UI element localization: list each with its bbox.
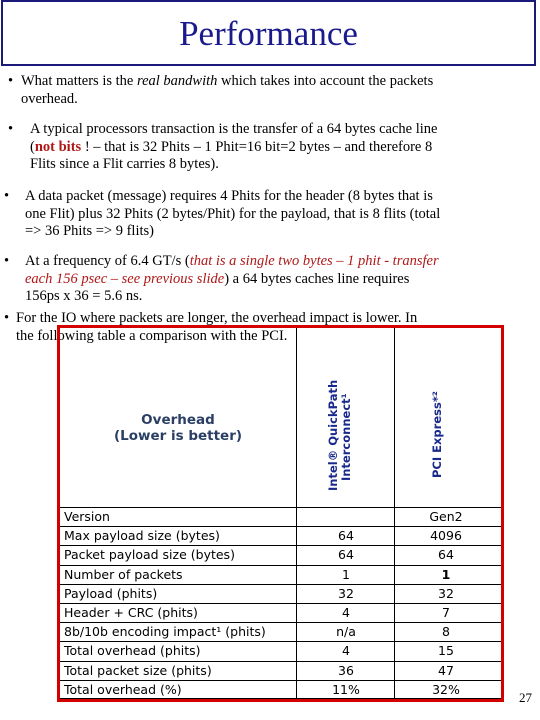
table-row <box>60 545 501 564</box>
header-title-line: Overhead <box>141 412 215 428</box>
column-divider <box>394 681 395 698</box>
bullet-red-italic: each 156 psec – see previous slide <box>25 270 225 287</box>
row-label: 8b/10b encoding impact¹ (phits) <box>64 624 266 640</box>
table-body <box>60 507 501 699</box>
bullet-data-packet <box>4 188 534 241</box>
column-divider <box>394 566 395 584</box>
column-divider <box>296 585 297 603</box>
qpi-value: 36 <box>338 662 354 678</box>
qpi-header-line: Interconnect¹ <box>339 393 353 481</box>
bullet-dot: • <box>4 253 10 269</box>
column-divider <box>296 662 297 680</box>
qpi-value: 1 <box>342 566 350 582</box>
table-row <box>60 661 501 680</box>
row-label: Header + CRC (phits) <box>64 604 198 620</box>
bullet-text: overhead. <box>21 90 78 107</box>
title-banner <box>1 0 536 66</box>
table-header <box>60 328 501 507</box>
table-row <box>60 565 501 584</box>
pcie-value: 47 <box>438 662 454 678</box>
pcie-value: 8 <box>442 624 450 640</box>
bullet-text: A typical processors transaction is the transfer of a 64 bytes cache line <box>30 121 438 137</box>
row-label: Version <box>64 509 110 524</box>
table-header-title-cell <box>60 328 296 507</box>
column-divider <box>296 642 297 660</box>
column-divider <box>394 546 395 564</box>
column-divider <box>394 508 395 526</box>
pcie-value: 32% <box>432 681 460 697</box>
qpi-value: 11% <box>332 681 360 697</box>
pcie-header-text: PCI Express*² <box>430 391 444 478</box>
header-divider <box>296 328 297 507</box>
row-label: Total packet size (phits) <box>64 662 212 678</box>
row-label: Packet payload size (bytes) <box>64 547 235 563</box>
bullet-text: => 36 Phits => 9 flits) <box>25 223 154 239</box>
bullet-dot: • <box>4 310 10 326</box>
column-divider <box>394 604 395 622</box>
overhead-comparison-table <box>57 325 504 702</box>
bullet-text: What matters is the <box>21 73 137 89</box>
qpi-value: 4 <box>342 604 350 620</box>
pcie-column-header <box>431 391 444 478</box>
pcie-value: 1 <box>441 566 451 582</box>
bullet-text: one Flit) plus 32 Phits (2 bytes/Phit) for the payload, that is 8 flits (total <box>25 205 441 222</box>
column-divider <box>296 527 297 545</box>
table-row <box>60 584 501 603</box>
qpi-value: 32 <box>338 585 354 601</box>
table-row <box>60 641 501 660</box>
bullet-red-emphasis: not bits <box>34 138 82 155</box>
bullet-italic-term: real bandwith <box>136 73 218 89</box>
qpi-value: n/a <box>336 624 356 640</box>
column-divider <box>296 681 297 698</box>
header-subtitle-line: (Lower is better) <box>113 428 243 444</box>
bullet-dot: • <box>8 73 14 89</box>
pcie-value: 4096 <box>430 528 462 544</box>
bullet-red-italic: that is a single two bytes – 1 phit - transfer <box>189 253 439 269</box>
bullet-text: ) a 64 bytes caches line requires <box>224 270 410 287</box>
bullet-text: the following table a comparison with the PCI. <box>16 327 288 344</box>
table-row <box>60 680 501 699</box>
bullet-text: ! – that is 32 Phits – 1 Phit=16 bit=2 bytes – and therefore 8 <box>81 138 433 155</box>
column-divider <box>296 604 297 622</box>
bullet-text: which takes into account the packets <box>217 73 434 89</box>
slide-title: Performance <box>179 14 358 53</box>
table-row <box>60 526 501 545</box>
pcie-value: 64 <box>438 547 454 563</box>
table-row <box>60 622 501 641</box>
bullet-text: For the IO where packets are longer, the overhead impact is lower. In <box>16 310 418 326</box>
bullet-text: A data packet (message) requires 4 Phits for the header (8 bytes that is <box>25 188 433 204</box>
row-label: Total overhead (%) <box>64 681 182 697</box>
page-number: 27 <box>519 690 532 705</box>
pcie-value: 15 <box>438 643 454 659</box>
column-divider <box>394 662 395 680</box>
qpi-value: 64 <box>338 547 354 563</box>
column-divider <box>296 566 297 584</box>
qpi-header-line: Intel® QuickPath <box>326 379 340 491</box>
bullet-dot: • <box>4 188 10 204</box>
table-row <box>60 603 501 622</box>
row-label: Payload (phits) <box>64 585 158 601</box>
bullet-cache-line <box>8 121 533 174</box>
bullet-dot: • <box>8 121 14 137</box>
row-label: Number of packets <box>64 566 183 582</box>
bullet-text: Flits since a Flit carries 8 bytes). <box>30 156 219 172</box>
bullet-real-bandwidth <box>8 73 528 108</box>
column-divider <box>394 585 395 603</box>
bullet-text: 156ps x 36 = 5.6 ns. <box>25 288 143 304</box>
bullet-frequency <box>4 253 534 306</box>
bullet-text: ( <box>30 138 35 155</box>
qpi-value: 64 <box>338 528 354 544</box>
qpi-column-header <box>327 380 353 491</box>
pcie-value: 32 <box>438 585 454 601</box>
pcie-value: 7 <box>442 604 450 620</box>
qpi-value: 4 <box>342 643 350 659</box>
table-header-title <box>60 412 296 444</box>
bullet-text: At a frequency of 6.4 GT/s ( <box>25 253 190 269</box>
pcie-value: Gen2 <box>429 509 463 524</box>
table-row <box>60 507 501 526</box>
column-divider <box>394 623 395 641</box>
header-divider <box>394 328 395 507</box>
column-divider <box>394 527 395 545</box>
column-divider <box>296 508 297 526</box>
row-label: Total overhead (phits) <box>64 643 201 659</box>
column-divider <box>394 642 395 660</box>
column-divider <box>296 546 297 564</box>
row-label: Max payload size (bytes) <box>64 528 220 544</box>
column-divider <box>296 623 297 641</box>
